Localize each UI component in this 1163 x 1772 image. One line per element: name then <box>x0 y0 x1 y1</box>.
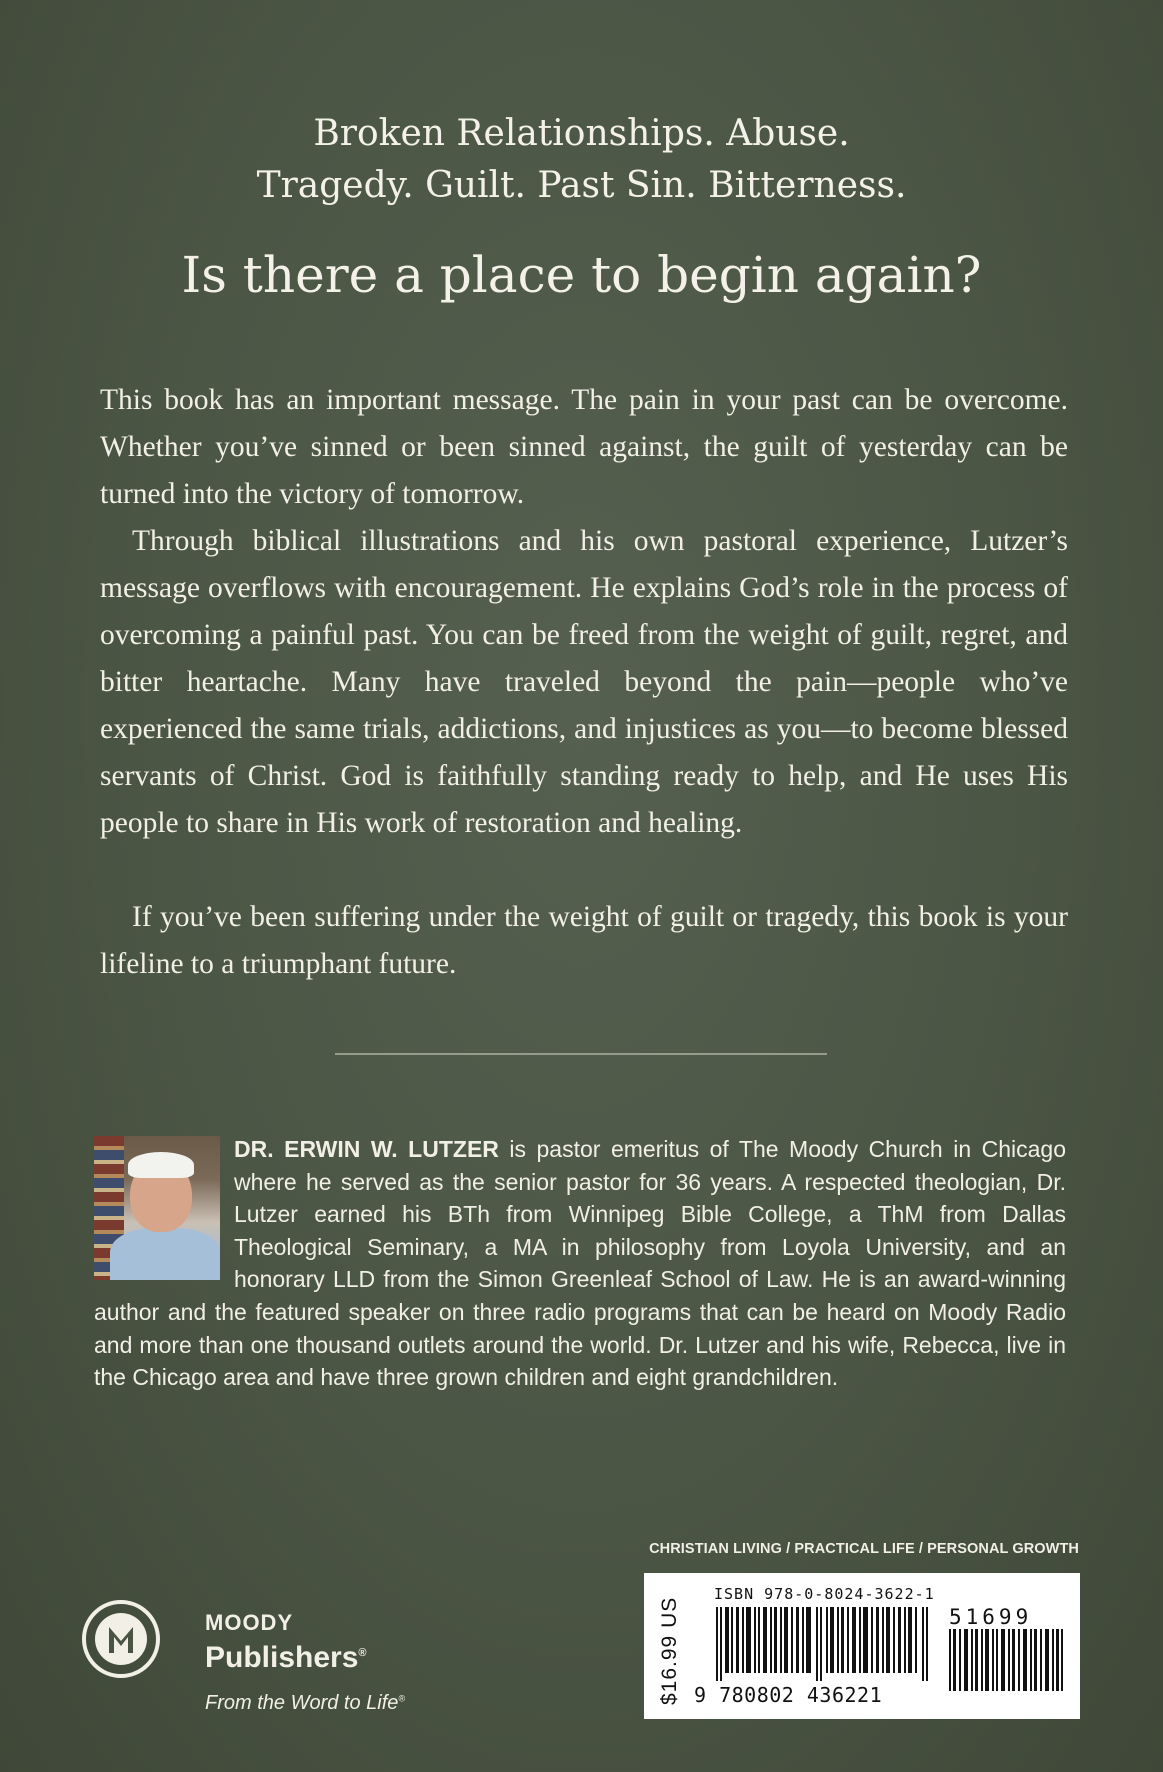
price-addon-barcode <box>949 1629 1064 1691</box>
barcode-panel <box>644 1573 1080 1719</box>
category-label: CHRISTIAN LIVING / PRACTICAL LIFE / PERSONAL GROWTH <box>649 1541 1079 1557</box>
author-bio-text: is pastor emeritus of The Moody Church in Chicago where he served as the senior pastor for 36 years. A respected theologian, Dr. Lutzer earned his BTh from Winnipeg Bible College, a ThM from Dallas Theological Seminary, a MA in philosophy from Loyola University, and an honorary LLD from the Simon Greenleaf School of Law. He is an award-winning author and the featured speaker on three radio programs that can be heard on Moody Radio and more than one thousand outlets around the world. Dr. Lutzer and his wife, Rebecca, live in the Chicago area and have three grown children and eight grandchildren. <box>94 1136 1067 1391</box>
publisher-name-line-2: Publishers <box>205 1641 359 1674</box>
ean-barcode <box>716 1607 928 1681</box>
author-photo <box>94 1136 220 1280</box>
headline-line-1: Broken Relationships. Abuse. <box>313 113 850 154</box>
headline-question: Is there a place to begin again? <box>181 246 982 304</box>
blurb-paragraph-1: This book has an important message. The pain in your past can be overcome. Whether you’ve sinned or been sinned against, the guilt of yesterday can be turned into the victory of tomorrow. <box>100 384 1068 510</box>
section-divider <box>335 1053 827 1055</box>
moody-logo-icon <box>82 1600 160 1678</box>
tagline-mark: ® <box>398 1693 406 1704</box>
blurb-paragraph-3: If you’ve been suffering under the weight of guilt or tragedy, this book is your lifeline to a triumphant future. <box>100 901 1068 980</box>
author-bio <box>94 1133 1066 1394</box>
ean-digits: 9 780802 436221 <box>694 1683 883 1707</box>
price-addon-digits: 51699 <box>949 1605 1033 1629</box>
author-name: DR. ERWIN W. LUTZER <box>234 1136 499 1162</box>
headline-line-2: Tragedy. Guilt. Past Sin. Bitterness. <box>256 165 907 206</box>
publisher-name-line-1: MOODY <box>205 1610 294 1635</box>
price-label: $16.99 US <box>658 1596 681 1705</box>
blurb-paragraph-2: Through biblical illustrations and his own pastoral experience, Lutzer’s message overflows with encouragement. He explains God’s role in the process of overcoming a painful past. You can be freed from the weight of guilt, regret, and bitter heartache. Many have traveled beyond the pain—people who’ve experienced the same trials, addictions, and injustices as you—to become blessed servants of Christ. God is faithfully standing ready to help, and He uses His people to share in His work of restoration and healing. <box>100 525 1068 839</box>
trademark-mark: ® <box>358 1647 367 1659</box>
publisher-tagline: From the Word to Life <box>205 1692 399 1714</box>
publisher-name <box>205 1610 367 1675</box>
isbn-label: ISBN 978-0-8024-3622-1 <box>714 1585 935 1603</box>
